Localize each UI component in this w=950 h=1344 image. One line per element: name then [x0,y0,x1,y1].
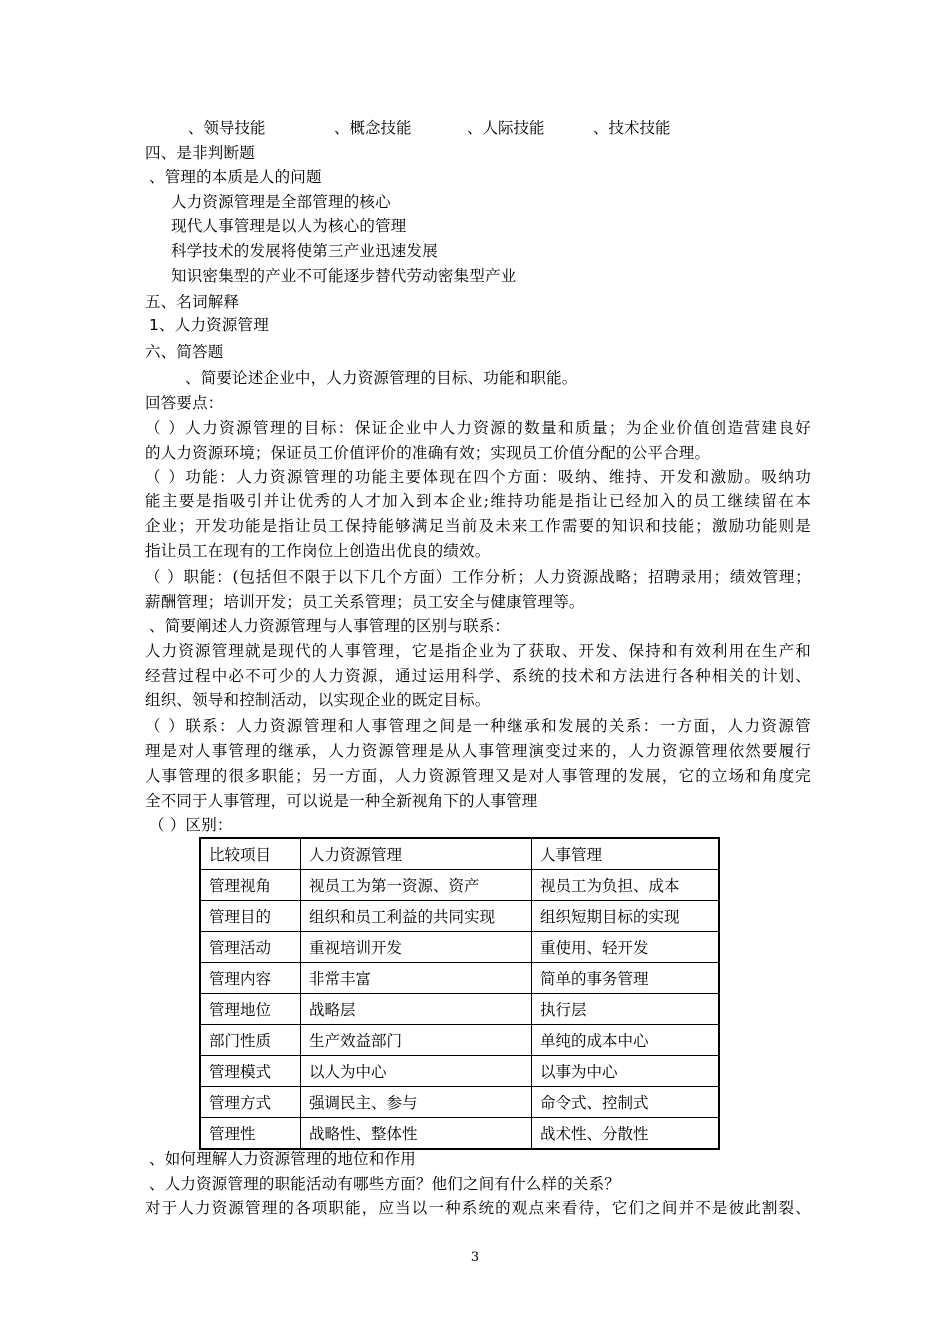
relation-line: 全不同于人事管理，可以说是一种全新视角下的人事管理 [145,792,538,810]
table-cell: 管理视角 [200,870,301,901]
table-cell: 管理内容 [200,963,301,994]
true-false-item: 科学技术的发展将使第三产业迅速发展 [171,242,438,260]
relation-line: 理是对人事管理的继承，人力资源管理是从人事管理演变过来的，人力资源管理依然要履行 [145,742,811,760]
true-false-item: 知识密集型的产业不可能逐步替代劳动密集型产业 [171,267,517,285]
section-heading-short-answer: 六、简答题 [145,343,224,361]
table-row [200,994,719,1025]
page-number: 3 [470,1250,480,1265]
table-cell: 非常丰富 [301,963,532,994]
question-4: 、人力资源管理的职能活动有哪些方面？他们之间有什么样的关系？ [149,1175,621,1193]
question-3: 、如何理解人力资源管理的地位和作用 [149,1150,416,1168]
table-cell: 视员工为第一资源、资产 [301,870,532,901]
true-false-item: 人力资源管理是全部管理的核心 [171,193,391,211]
answer-goal-line: （ ）人力资源管理的目标：保证企业中人力资源的数量和质量；为企业价值创造营建良好 [145,419,811,437]
comparison-table [199,837,720,1150]
section-heading-terms: 五、名词解释 [145,293,240,311]
answer-start-line: 对于人力资源管理的各项职能，应当以一种系统的观点来看待，它们之间并不是彼此割裂、 [145,1199,811,1217]
answer-function-line: （ ）功能：人力资源管理的功能主要体现在四个方面：吸纳、维持、开发和激励。吸纳功 [145,468,811,486]
option-technical-skill: 、技术技能 [593,119,671,137]
table-cell: 执行层 [532,994,720,1025]
table-row [200,1025,719,1056]
table-cell: 重使用、轻开发 [532,932,720,963]
definition-line: 人力资源管理就是现代的人事管理，它是指企业为了获取、开发、保持和有效利用在生产和 [145,642,811,660]
table-cell: 管理模式 [200,1056,301,1087]
true-false-item: 现代人事管理是以人为核心的管理 [171,217,407,235]
section-heading-true-false: 四、是非判断题 [145,144,255,162]
answer-duty-line: 薪酬管理；培训开发；员工关系管理；员工安全与健康管理等。 [145,593,585,611]
term-item: 1、人力资源管理 [149,316,269,334]
table-row [200,901,719,932]
table-header-cell: 人事管理 [532,838,720,870]
table-row [200,1087,719,1118]
definition-line: 组织、领导和控制活动，以实现企业的既定目标。 [145,691,491,709]
table-cell: 强调民主、参与 [301,1087,532,1118]
table-cell: 视员工为负担、成本 [532,870,720,901]
answer-duty-line: （ ）职能：(包括但不限于以下几个方面）工作分析；人力资源战略；招聘录用；绩效管理； [145,568,811,586]
table-row [200,870,719,901]
table-cell: 重视培训开发 [301,932,532,963]
table-row [200,932,719,963]
table-row [200,1056,719,1087]
true-false-item: 、管理的本质是人的问题 [149,168,322,186]
answer-function-line: 指让员工在现有的工作岗位上创造出优良的绩效。 [145,542,491,560]
table-cell: 管理目的 [200,901,301,932]
table-cell: 命令式、控制式 [532,1087,720,1118]
table-cell: 组织短期目标的实现 [532,901,720,932]
relation-line: （ ）联系：人力资源管理和人事管理之间是一种继承和发展的关系：一方面，人力资源管 [145,717,811,735]
table-cell: 管理性 [200,1118,301,1150]
table-row [200,1118,719,1150]
table-header-cell: 人力资源管理 [301,838,532,870]
table-cell: 生产效益部门 [301,1025,532,1056]
table-cell: 组织和员工利益的共同实现 [301,901,532,932]
table-cell: 战略层 [301,994,532,1025]
answer-goal-line: 的人力资源环境；保证员工价值评价的准确有效；实现员工价值分配的公平合理。 [145,444,711,462]
table-row [200,963,719,994]
table-cell: 管理地位 [200,994,301,1025]
table-cell: 简单的事务管理 [532,963,720,994]
definition-line: 经营过程中必不可少的人力资源，通过运用科学、系统的技术和方法进行各种相关的计划、 [145,667,811,685]
table-cell: 战术性、分散性 [532,1118,720,1150]
table-cell: 以事为中心 [532,1056,720,1087]
table-cell: 管理方式 [200,1087,301,1118]
table-cell: 以人为中心 [301,1056,532,1087]
table-cell: 单纯的成本中心 [532,1025,720,1056]
answer-function-line: 能主要是指吸引并让优秀的人才加入到本企业;维持功能是指让已经加入的员工继续留在本 [145,492,811,510]
question-2: 、简要阐述人力资源管理与人事管理的区别与联系： [149,617,511,635]
table-cell: 部门性质 [200,1025,301,1056]
option-leadership-skill: 、领导技能 [188,119,266,137]
option-conceptual-skill: 、概念技能 [334,119,412,137]
option-interpersonal-skill: 、人际技能 [467,119,545,137]
relation-line: 人事管理的很多职能；另一方面，人力资源管理又是对人事管理的发展，它的立场和角度完 [145,767,811,785]
table-header-cell: 比较项目 [200,838,301,870]
answer-function-line: 企业；开发功能是指让员工保持能够满足当前及未来工作需要的知识和技能；激励功能则是 [145,517,811,535]
table-cell: 战略性、整体性 [301,1118,532,1150]
answer-label: 回答要点： [145,394,224,412]
difference-label: （ ）区别： [149,816,233,834]
table-cell: 管理活动 [200,932,301,963]
table-header-row [200,838,719,870]
question-1: 、简要论述企业中，人力资源管理的目标、功能和职能。 [185,369,578,387]
